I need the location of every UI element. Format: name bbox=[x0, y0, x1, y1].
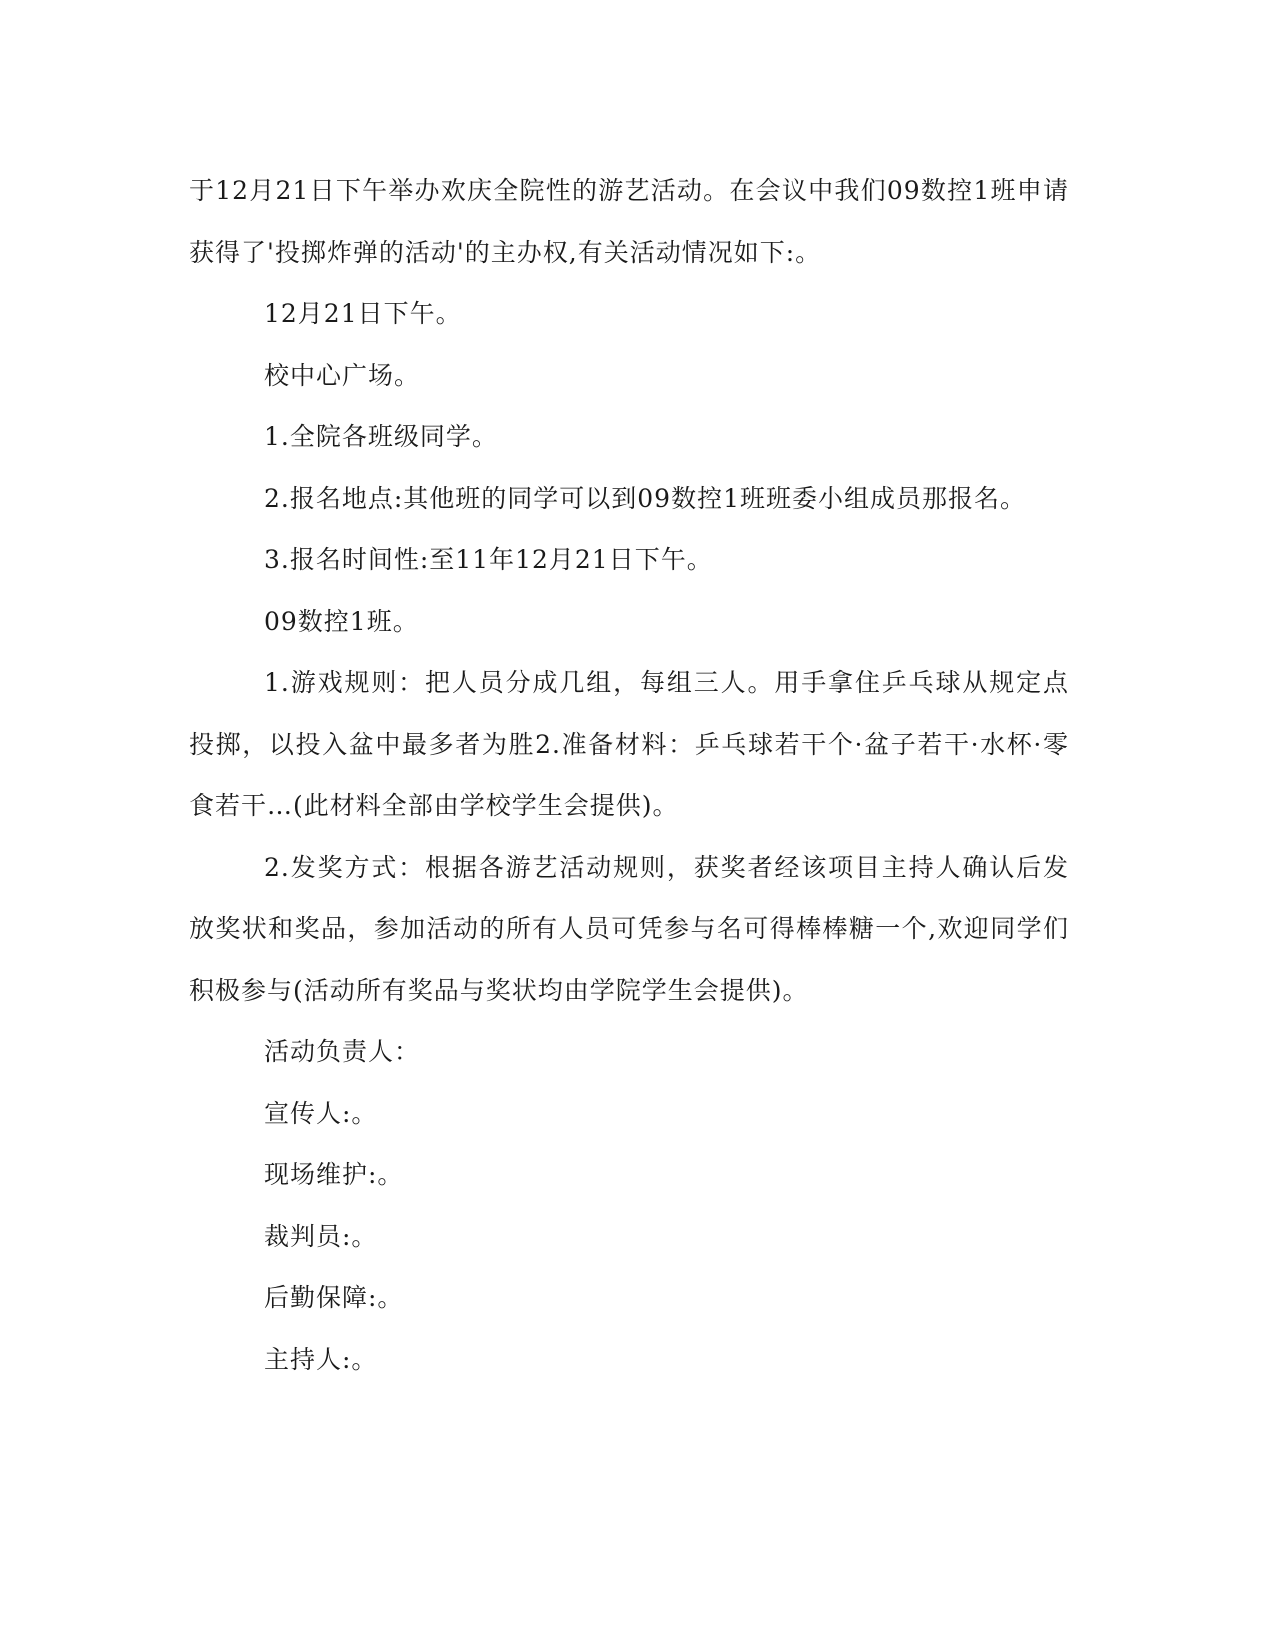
registration-deadline: 3.报名时间性:至11年12月21日下午。 bbox=[264, 545, 713, 574]
publicity-person: 宣传人:。 bbox=[264, 1098, 378, 1128]
organizer: 09数控1班。 bbox=[264, 606, 419, 636]
game-rules: 1.游戏规则：把人员分成几组，每组三人。用手拿住乒乓球从规定点投掷，以投入盆中最多者为胜2.准备材料：乒乓球若干个·盆子若干·水杯·零食若干…(此材料全部由学校学生会提供)。 bbox=[189, 668, 1069, 820]
intro-paragraph: 于12月21日下午举办欢庆全院性的游艺活动。在会议中我们09数控1班申请获得了'投掷炸弹的活动'的主办权,有关活动情况如下:。 bbox=[189, 176, 1069, 267]
event-time: 12月21日下午。 bbox=[264, 299, 462, 328]
activity-lead: 活动负责人： bbox=[264, 1037, 421, 1066]
participants: 1.全院各班级同学。 bbox=[264, 422, 498, 451]
logistics: 后勤保障:。 bbox=[264, 1283, 404, 1312]
host: 主持人:。 bbox=[264, 1344, 378, 1374]
onsite-maintenance: 现场维护:。 bbox=[264, 1160, 404, 1189]
event-location: 校中心广场。 bbox=[264, 360, 421, 390]
referee: 裁判员:。 bbox=[264, 1221, 378, 1251]
document-body bbox=[189, 160, 1069, 1390]
award-method: 2.发奖方式：根据各游艺活动规则，获奖者经该项目主持人确认后发放奖状和奖品，参加活动的所有人员可凭参与名可得棒棒糖一个,欢迎同学们积极参与(活动所有奖品与奖状均由学院学生会提供)。 bbox=[189, 852, 1069, 1005]
registration-location: 2.报名地点:其他班的同学可以到09数控1班班委小组成员那报名。 bbox=[264, 483, 1026, 513]
